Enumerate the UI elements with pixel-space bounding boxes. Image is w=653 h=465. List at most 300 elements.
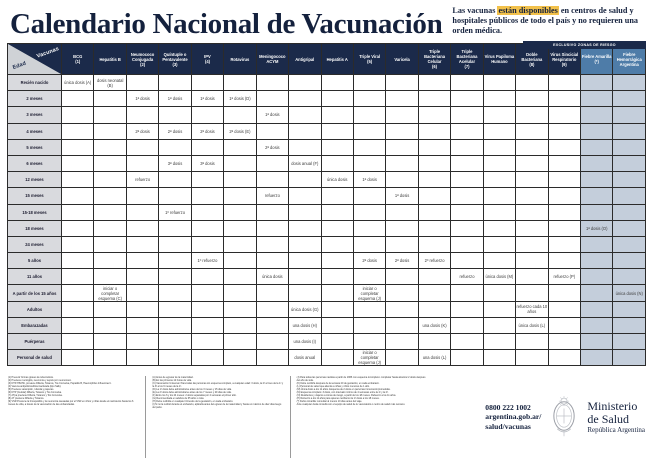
footnote-line: (N) Esquema completo: 3 dosis, con intervalo mínimo de 4 semanas entre la 1ª y la 2ª. bbox=[296, 391, 389, 395]
dose-cell-r4-c6: 2ª dosis bbox=[256, 139, 288, 155]
subtitle-pre: Las vacunas bbox=[452, 6, 498, 15]
footnote-line: (6) DTP (Celular) Difteria, Tétanos y Tos Convulsa. bbox=[8, 391, 62, 395]
column-header-note: (5) bbox=[367, 59, 373, 64]
dose-cell-r5-c14 bbox=[516, 155, 548, 171]
table-row bbox=[8, 172, 646, 188]
column-header-1 bbox=[94, 44, 126, 75]
dose-cell-r10-c3 bbox=[159, 236, 191, 252]
dose-cell-r11-c7 bbox=[289, 253, 321, 269]
dose-cell-r6-c6 bbox=[256, 172, 288, 188]
dose-cell-r7-c6: refuerzo bbox=[256, 188, 288, 204]
dose-cell-r9-c13 bbox=[483, 220, 515, 236]
dose-cell-r15-c7: una dosis (H) bbox=[289, 317, 321, 333]
dose-cell-r11-c4: 1º refuerzo bbox=[191, 253, 223, 269]
dose-cell-r9-c0 bbox=[62, 220, 94, 236]
dose-cell-r16-c17 bbox=[613, 334, 646, 350]
dose-cell-r11-c3 bbox=[159, 253, 191, 269]
column-header-note: (*) bbox=[594, 59, 599, 64]
dose-cell-r11-c1 bbox=[94, 253, 126, 269]
dose-cell-r14-c2 bbox=[126, 301, 158, 317]
dose-cell-r6-c1 bbox=[94, 172, 126, 188]
column-header-name: Fiebre Amarilla bbox=[582, 54, 612, 59]
column-header-0 bbox=[62, 44, 94, 75]
dose-cell-r7-c17 bbox=[613, 188, 646, 204]
age-label-cell: Personal de salud bbox=[8, 350, 62, 366]
dose-cell-r8-c1 bbox=[94, 204, 126, 220]
dose-cell-r2-c3 bbox=[159, 107, 191, 123]
column-header-name: Doble Bacteriana bbox=[521, 51, 543, 62]
dose-cell-r8-c15 bbox=[548, 204, 580, 220]
footnote-line: (I) Si no la recibió durante el embarazo, aplicarla antes del egreso de la maternidad y hasta un máximo de diez días luego del parto. bbox=[152, 403, 282, 410]
column-header-name: Hepatitis B bbox=[99, 56, 121, 62]
dose-cell-r8-c16 bbox=[581, 204, 613, 220]
dose-cell-r13-c17: única dosis (N) bbox=[613, 285, 646, 301]
dose-cell-r16-c15 bbox=[548, 334, 580, 350]
dose-cell-r7-c4 bbox=[191, 188, 223, 204]
dose-cell-r2-c4 bbox=[191, 107, 223, 123]
dose-cell-r6-c12 bbox=[451, 172, 483, 188]
dose-cell-r8-c8 bbox=[321, 204, 353, 220]
column-header-6 bbox=[256, 44, 288, 75]
dose-cell-r12-c2 bbox=[126, 269, 158, 285]
dose-cell-r2-c8 bbox=[321, 107, 353, 123]
dose-cell-r7-c14 bbox=[516, 188, 548, 204]
dose-cell-r14-c8 bbox=[321, 301, 353, 317]
contact-web-line1: argentina.gob.ar/ bbox=[485, 412, 542, 422]
corner-vaccines-label: Vacunas bbox=[35, 46, 60, 60]
dose-cell-r11-c0 bbox=[62, 253, 94, 269]
dose-cell-r16-c8 bbox=[321, 334, 353, 350]
footnote-line: (M) Única dosis a los 11 años. Esquema de 2 dosis en personas inmunocomprometidas. bbox=[296, 388, 391, 392]
column-header-name: Meningococo ACYM bbox=[259, 54, 286, 64]
dose-cell-r13-c15 bbox=[548, 285, 580, 301]
column-header-note: (8) bbox=[529, 61, 535, 67]
dose-cell-r1-c5: 1ª dosis (D) bbox=[224, 91, 256, 107]
dose-cell-r13-c4 bbox=[191, 285, 223, 301]
footer-brand bbox=[485, 395, 645, 439]
dose-cell-r17-c12 bbox=[451, 350, 483, 366]
dose-cell-r7-c10: 1ª dosis bbox=[386, 188, 418, 204]
dose-cell-r8-c13 bbox=[483, 204, 515, 220]
dose-cell-r0-c5 bbox=[224, 75, 256, 91]
footnote-line: (O) Residentes y viajeros a zonas de riesgo, a partir de los 18 meses. Refuerzo a los 11 años. bbox=[296, 394, 397, 398]
footnote-line: (L) Personal de salud que atiende a niñas y niños menores de 1 año. bbox=[296, 385, 370, 389]
dose-cell-r1-c2: 1ª dosis bbox=[126, 91, 158, 107]
footnote-line: (G) Recomendada en adultos de 65 años o más. bbox=[152, 397, 205, 401]
dose-cell-r17-c10 bbox=[386, 350, 418, 366]
footnote-line: Ante cualquier duda consultá con el equipo de salud de tu vacunatorio o centro de salud más cercano. bbox=[296, 403, 406, 407]
dose-cell-r13-c13 bbox=[483, 285, 515, 301]
dose-cell-r11-c6 bbox=[256, 253, 288, 269]
dose-cell-r1-c14 bbox=[516, 91, 548, 107]
dose-cell-r5-c9 bbox=[353, 155, 385, 171]
column-header-note: (6) bbox=[432, 64, 438, 69]
age-label-cell: 4 meses bbox=[8, 123, 62, 139]
footnote-line: (9) VSR Previene la bronquiolitis y la neumonía causadas por el VSR en niños y niñas desde el nacimiento hasta los 6 meses de vida, a través de la vacunación de las embarazadas. bbox=[8, 400, 134, 407]
dose-cell-r13-c10 bbox=[386, 285, 418, 301]
dose-cell-r14-c6 bbox=[256, 301, 288, 317]
dose-cell-r9-c10 bbox=[386, 220, 418, 236]
dose-cell-r15-c3 bbox=[159, 317, 191, 333]
dose-cell-r6-c0 bbox=[62, 172, 94, 188]
dose-cell-r16-c10 bbox=[386, 334, 418, 350]
dose-cell-r16-c6 bbox=[256, 334, 288, 350]
dose-cell-r13-c7 bbox=[289, 285, 321, 301]
dose-cell-r17-c4 bbox=[191, 350, 223, 366]
dose-cell-r5-c3: 3ª dosis bbox=[159, 155, 191, 171]
dose-cell-r14-c14: refuerzo cada 10 años bbox=[516, 301, 548, 317]
column-header-10 bbox=[386, 44, 418, 75]
dose-cell-r3-c3: 2ª dosis bbox=[159, 123, 191, 139]
dose-cell-r8-c14 bbox=[516, 204, 548, 220]
dose-cell-r7-c16 bbox=[581, 188, 613, 204]
column-header-name: Varicela bbox=[394, 56, 410, 62]
footnote-line: (5) Previene sarampión, rubéola y paperas. bbox=[8, 388, 54, 392]
vaccination-calendar-table bbox=[7, 43, 646, 366]
dose-cell-r0-c17 bbox=[613, 75, 646, 91]
dose-cell-r17-c0 bbox=[62, 350, 94, 366]
dose-cell-r4-c1 bbox=[94, 139, 126, 155]
age-label-cell: 2 meses bbox=[8, 91, 62, 107]
dose-cell-r7-c11 bbox=[418, 188, 450, 204]
dose-cell-r11-c15 bbox=[548, 253, 580, 269]
dose-cell-r9-c17 bbox=[613, 220, 646, 236]
dose-cell-r16-c5 bbox=[224, 334, 256, 350]
dose-cell-r15-c6 bbox=[256, 317, 288, 333]
table-row bbox=[8, 155, 646, 171]
column-header-3 bbox=[159, 44, 191, 75]
contact-web-line2: salud/vacunas bbox=[485, 421, 531, 431]
dose-cell-r17-c17 bbox=[613, 350, 646, 366]
dose-cell-r12-c9 bbox=[353, 269, 385, 285]
footnote-line: (H) Debe recibirla en cualquier trimestre de la gestación, en cada embarazo. bbox=[152, 400, 234, 404]
dose-cell-r10-c4 bbox=[191, 236, 223, 252]
dose-cell-r2-c15 bbox=[548, 107, 580, 123]
dose-cell-r12-c16 bbox=[581, 269, 613, 285]
dose-cell-r10-c2 bbox=[126, 236, 158, 252]
dose-cell-r5-c7: dosis anual (F) bbox=[289, 155, 321, 171]
calendar-table-wrap bbox=[0, 43, 653, 366]
dose-cell-r1-c12 bbox=[451, 91, 483, 107]
age-label-cell: A partir de los 15 años bbox=[8, 285, 62, 301]
dose-cell-r11-c8 bbox=[321, 253, 353, 269]
dose-cell-r9-c5 bbox=[224, 220, 256, 236]
dose-cell-r11-c10: 2ª dosis bbox=[386, 253, 418, 269]
age-label-cell: Recién nacido bbox=[8, 75, 62, 91]
dose-cell-r15-c1 bbox=[94, 317, 126, 333]
column-header-4 bbox=[191, 44, 223, 75]
age-label-cell: 3 meses bbox=[8, 107, 62, 123]
dose-cell-r4-c15 bbox=[548, 139, 580, 155]
age-label-cell: Embarazadas bbox=[8, 317, 62, 333]
dose-cell-r9-c6 bbox=[256, 220, 288, 236]
column-header-note: (9) bbox=[561, 61, 567, 67]
dose-cell-r2-c16 bbox=[581, 107, 613, 123]
dose-cell-r8-c4 bbox=[191, 204, 223, 220]
column-header-name: BCG bbox=[73, 54, 83, 59]
dose-cell-r8-c3: 1º refuerzo bbox=[159, 204, 191, 220]
dose-cell-r0-c9 bbox=[353, 75, 385, 91]
dose-cell-r12-c10 bbox=[386, 269, 418, 285]
contact-phone: 0800 222 1002 bbox=[485, 402, 531, 412]
dose-cell-r9-c12 bbox=[451, 220, 483, 236]
dose-cell-r12-c12: refuerzo bbox=[451, 269, 483, 285]
dose-cell-r12-c1 bbox=[94, 269, 126, 285]
dose-cell-r3-c10 bbox=[386, 123, 418, 139]
dose-cell-r17-c5 bbox=[224, 350, 256, 366]
footnote-column-3 bbox=[297, 376, 428, 458]
dose-cell-r15-c13 bbox=[483, 317, 515, 333]
dose-cell-r16-c7: una dosis (I) bbox=[289, 334, 321, 350]
dose-cell-r2-c12 bbox=[451, 107, 483, 123]
dose-cell-r15-c8 bbox=[321, 317, 353, 333]
dose-cell-r13-c0 bbox=[62, 285, 94, 301]
column-header-note: (4) bbox=[204, 59, 210, 64]
dose-cell-r6-c14 bbox=[516, 172, 548, 188]
dose-cell-r3-c2: 2ª dosis bbox=[126, 123, 158, 139]
dose-cell-r0-c15 bbox=[548, 75, 580, 91]
dose-cell-r10-c5 bbox=[224, 236, 256, 252]
dose-cell-r12-c14 bbox=[516, 269, 548, 285]
dose-cell-r3-c17 bbox=[613, 123, 646, 139]
dose-cell-r6-c17 bbox=[613, 172, 646, 188]
dose-cell-r12-c3 bbox=[159, 269, 191, 285]
dose-cell-r7-c15 bbox=[548, 188, 580, 204]
footnote-line: (2) Previene meningitis, neumonía y sepsis por neumococo. bbox=[8, 379, 72, 383]
dose-cell-r6-c3 bbox=[159, 172, 191, 188]
dose-cell-r14-c17 bbox=[613, 301, 646, 317]
dose-cell-r6-c2: refuerzo bbox=[126, 172, 158, 188]
dose-cell-r15-c17 bbox=[613, 317, 646, 333]
dose-cell-r17-c6 bbox=[256, 350, 288, 366]
age-label-cell: 18 meses bbox=[8, 220, 62, 236]
column-header-5 bbox=[224, 44, 256, 75]
dose-cell-r6-c4 bbox=[191, 172, 223, 188]
dose-cell-r10-c17 bbox=[613, 236, 646, 252]
dose-cell-r4-c3 bbox=[159, 139, 191, 155]
dose-cell-r9-c2 bbox=[126, 220, 158, 236]
dose-cell-r14-c10 bbox=[386, 301, 418, 317]
dose-cell-r15-c4 bbox=[191, 317, 223, 333]
contact-info bbox=[485, 403, 541, 431]
dose-cell-r9-c3 bbox=[159, 220, 191, 236]
column-header-name: Triple Bacteriana Celular bbox=[424, 49, 445, 64]
dose-cell-r8-c17 bbox=[613, 204, 646, 220]
dose-cell-r4-c9 bbox=[353, 139, 385, 155]
corner-header-cell bbox=[8, 44, 62, 75]
dose-cell-r0-c10 bbox=[386, 75, 418, 91]
table-row bbox=[8, 236, 646, 252]
dose-cell-r11-c17 bbox=[613, 253, 646, 269]
dose-cell-r8-c2 bbox=[126, 204, 158, 220]
dose-cell-r13-c6 bbox=[256, 285, 288, 301]
dose-cell-r2-c6: 1ª dosis bbox=[256, 107, 288, 123]
dose-cell-r9-c4 bbox=[191, 220, 223, 236]
dose-cell-r14-c12 bbox=[451, 301, 483, 317]
dose-cell-r1-c13 bbox=[483, 91, 515, 107]
dose-cell-r3-c11 bbox=[418, 123, 450, 139]
dose-cell-r12-c5 bbox=[224, 269, 256, 285]
column-header-name: Quíntuple o Pentavalente bbox=[162, 51, 188, 62]
dose-cell-r12-c13: única dosis (M) bbox=[483, 269, 515, 285]
dose-cell-r7-c12 bbox=[451, 188, 483, 204]
dose-cell-r13-c1: iniciar o completar esquema (C) bbox=[94, 285, 126, 301]
table-row bbox=[8, 317, 646, 333]
dose-cell-r2-c2 bbox=[126, 107, 158, 123]
dose-cell-r0-c0: única dosis (A) bbox=[62, 75, 94, 91]
dose-cell-r5-c2 bbox=[126, 155, 158, 171]
dose-cell-r17-c1 bbox=[94, 350, 126, 366]
dose-cell-r10-c10 bbox=[386, 236, 418, 252]
dose-cell-r2-c11 bbox=[418, 107, 450, 123]
dose-cell-r8-c9 bbox=[353, 204, 385, 220]
footnote-line: (J) Para todas las personas nacidas a partir de 1965 con esquema incompleto: completar hasta alcanzar 2 dosis después del año de vida. bbox=[296, 376, 426, 383]
table-row bbox=[8, 334, 646, 350]
dose-cell-r11-c16 bbox=[581, 253, 613, 269]
footnotes bbox=[8, 376, 428, 458]
table-row bbox=[8, 204, 646, 220]
dose-cell-r16-c2 bbox=[126, 334, 158, 350]
dose-cell-r3-c9 bbox=[353, 123, 385, 139]
table-row bbox=[8, 301, 646, 317]
ministry-line-1: Ministerio bbox=[587, 398, 638, 413]
dose-cell-r3-c12 bbox=[451, 123, 483, 139]
dose-cell-r17-c16 bbox=[581, 350, 613, 366]
dose-cell-r13-c3 bbox=[159, 285, 191, 301]
dose-cell-r7-c8 bbox=[321, 188, 353, 204]
dose-cell-r4-c0 bbox=[62, 139, 94, 155]
footnote-divider-1 bbox=[145, 376, 146, 458]
dose-cell-r11-c5 bbox=[224, 253, 256, 269]
column-header-12 bbox=[451, 44, 483, 75]
dose-cell-r0-c3 bbox=[159, 75, 191, 91]
dose-cell-r12-c0 bbox=[62, 269, 94, 285]
dose-cell-r10-c12 bbox=[451, 236, 483, 252]
dose-cell-r7-c3 bbox=[159, 188, 191, 204]
dose-cell-r0-c16 bbox=[581, 75, 613, 91]
dose-cell-r12-c4 bbox=[191, 269, 223, 285]
dose-cell-r5-c15 bbox=[548, 155, 580, 171]
dose-cell-r6-c11 bbox=[418, 172, 450, 188]
dose-cell-r4-c2 bbox=[126, 139, 158, 155]
dose-cell-r2-c1 bbox=[94, 107, 126, 123]
dose-cell-r4-c4 bbox=[191, 139, 223, 155]
dose-cell-r6-c15 bbox=[548, 172, 580, 188]
column-header-name: Hepatitis A bbox=[326, 56, 348, 62]
dose-cell-r14-c7: única dosis (G) bbox=[289, 301, 321, 317]
dose-cell-r14-c9 bbox=[353, 301, 385, 317]
dose-cell-r16-c16 bbox=[581, 334, 613, 350]
dose-cell-r1-c16 bbox=[581, 91, 613, 107]
dose-cell-r11-c14 bbox=[516, 253, 548, 269]
dose-cell-r6-c8: única dosis bbox=[321, 172, 353, 188]
table-row bbox=[8, 75, 646, 91]
dose-cell-r3-c7 bbox=[289, 123, 321, 139]
column-header-13 bbox=[483, 44, 515, 75]
dose-cell-r0-c14 bbox=[516, 75, 548, 91]
dose-cell-r10-c8 bbox=[321, 236, 353, 252]
dose-cell-r12-c7 bbox=[289, 269, 321, 285]
dose-cell-r9-c15 bbox=[548, 220, 580, 236]
table-row bbox=[8, 285, 646, 301]
dose-cell-r5-c10 bbox=[386, 155, 418, 171]
dose-cell-r8-c12 bbox=[451, 204, 483, 220]
column-header-11 bbox=[418, 44, 450, 75]
column-header-name: Triple Bacteriana Acelular bbox=[456, 49, 478, 64]
table-row bbox=[8, 107, 646, 123]
dose-cell-r13-c12 bbox=[451, 285, 483, 301]
dose-cell-r2-c7 bbox=[289, 107, 321, 123]
column-header-note: (3) bbox=[172, 61, 178, 67]
dose-cell-r10-c1 bbox=[94, 236, 126, 252]
dose-cell-r5-c4: 3ª dosis bbox=[191, 155, 223, 171]
dose-cell-r17-c15 bbox=[548, 350, 580, 366]
corner-age-label: Edad bbox=[11, 60, 28, 71]
column-header-2 bbox=[126, 44, 158, 75]
dose-cell-r16-c13 bbox=[483, 334, 515, 350]
page-header bbox=[0, 0, 653, 43]
dose-cell-r15-c11: una dosis (K) bbox=[418, 317, 450, 333]
column-header-name: Fiebre Hemorrágica Argentina bbox=[616, 51, 642, 67]
table-row bbox=[8, 123, 646, 139]
dose-cell-r6-c9: 1ª dosis bbox=[353, 172, 385, 188]
dose-cell-r4-c7 bbox=[289, 139, 321, 155]
dose-cell-r0-c13 bbox=[483, 75, 515, 91]
dose-cell-r7-c2 bbox=[126, 188, 158, 204]
dose-cell-r11-c12 bbox=[451, 253, 483, 269]
dose-cell-r10-c14 bbox=[516, 236, 548, 252]
dose-cell-r1-c10 bbox=[386, 91, 418, 107]
age-label-cell: 15 meses bbox=[8, 188, 62, 204]
dose-cell-r17-c13 bbox=[483, 350, 515, 366]
dose-cell-r15-c16 bbox=[581, 317, 613, 333]
dose-cell-r5-c13 bbox=[483, 155, 515, 171]
dose-cell-r5-c12 bbox=[451, 155, 483, 171]
table-row bbox=[8, 350, 646, 366]
dose-cell-r12-c11 bbox=[418, 269, 450, 285]
dose-cell-r15-c14: única dosis (L) bbox=[516, 317, 548, 333]
table-row bbox=[8, 139, 646, 155]
subtitle-highlight: están disponibles bbox=[498, 6, 558, 15]
header-subtitle bbox=[452, 6, 645, 36]
dose-cell-r7-c13 bbox=[483, 188, 515, 204]
dose-cell-r9-c7 bbox=[289, 220, 321, 236]
dose-cell-r15-c0 bbox=[62, 317, 94, 333]
dose-cell-r3-c1 bbox=[94, 123, 126, 139]
dose-cell-r4-c13 bbox=[483, 139, 515, 155]
footnote-line: (7) dTpa previene Difteria, Tétanos y Tos Convulsa. bbox=[8, 394, 63, 398]
table-body bbox=[8, 75, 646, 366]
dose-cell-r13-c16 bbox=[581, 285, 613, 301]
dose-cell-r6-c10 bbox=[386, 172, 418, 188]
dose-cell-r7-c1 bbox=[94, 188, 126, 204]
dose-cell-r14-c11 bbox=[418, 301, 450, 317]
dose-cell-r13-c8 bbox=[321, 285, 353, 301]
dose-cell-r14-c0 bbox=[62, 301, 94, 317]
dose-cell-r17-c14 bbox=[516, 350, 548, 366]
dose-cell-r15-c9 bbox=[353, 317, 385, 333]
footnote-line: (4) Vacuna antipoliomielítica inactivada (tipo Salk). bbox=[8, 385, 62, 389]
dose-cell-r7-c7 bbox=[289, 188, 321, 204]
age-label-cell: Puérperas bbox=[8, 334, 62, 350]
dose-cell-r3-c5: 2ª dosis (E) bbox=[224, 123, 256, 139]
dose-cell-r16-c12 bbox=[451, 334, 483, 350]
dose-cell-r13-c9: iniciar o completar esquema (J) bbox=[353, 285, 385, 301]
dose-cell-r4-c16 bbox=[581, 139, 613, 155]
dose-cell-r13-c11 bbox=[418, 285, 450, 301]
age-label-cell: Adultos bbox=[8, 301, 62, 317]
dose-cell-r0-c4 bbox=[191, 75, 223, 91]
